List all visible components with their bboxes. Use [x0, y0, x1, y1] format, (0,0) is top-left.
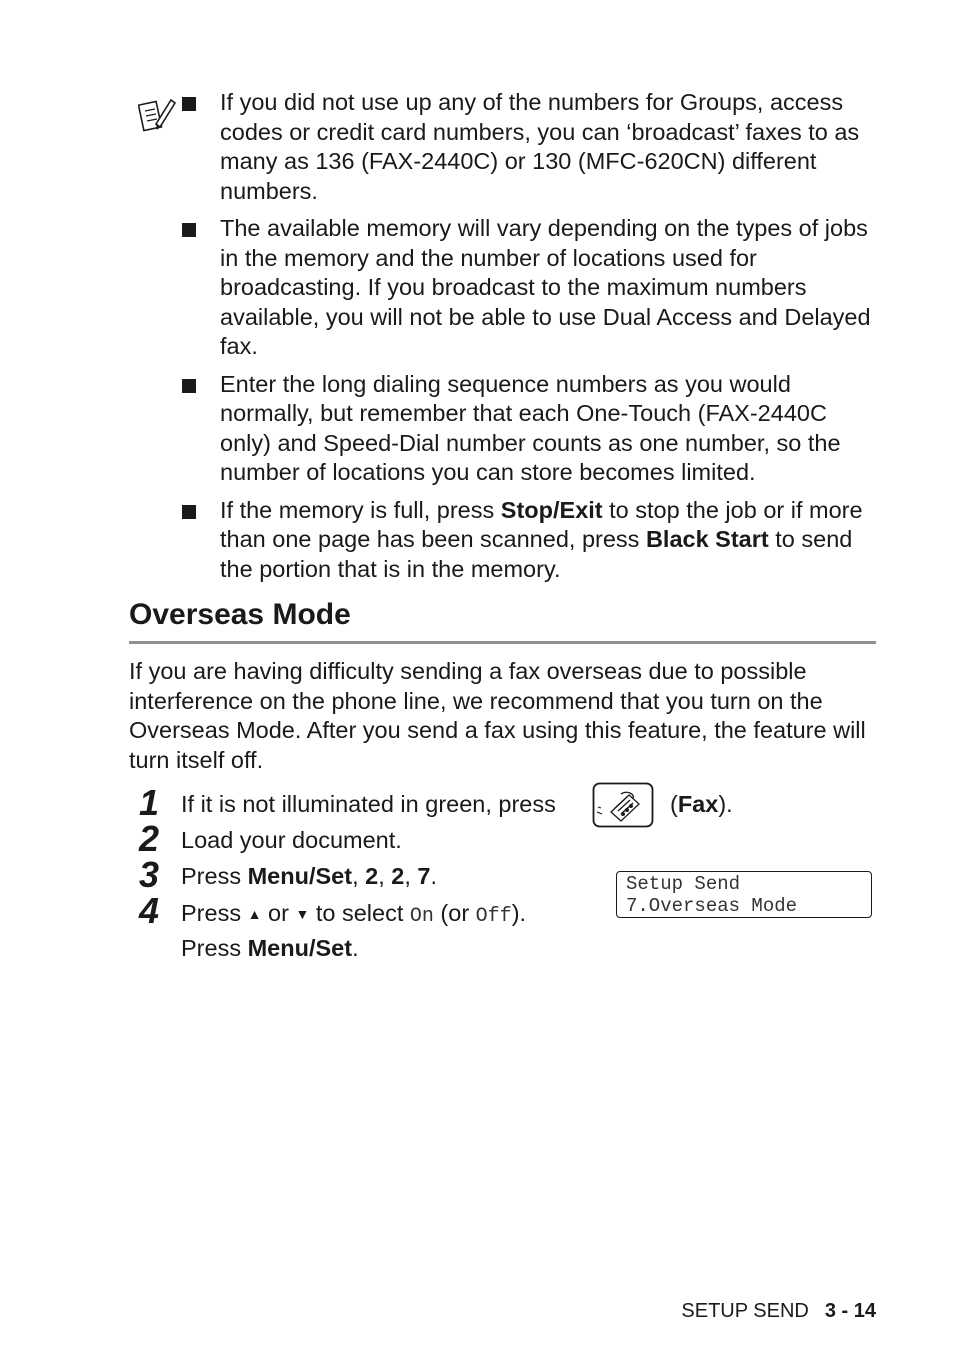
footer-section: SETUP SEND — [681, 1300, 809, 1322]
option-on: On — [409, 905, 434, 928]
step-number: 1 — [139, 782, 160, 823]
up-arrow-icon: ▲ — [247, 906, 262, 922]
step-text: Press ▲ or ▼ to select On (or Off). — [181, 900, 527, 928]
note-text: If the memory is full, press Stop/Exit to stop the job or if more than one page has been scanned, press Black Start to send the portion that is in the memory. — [220, 496, 863, 582]
note-text: If you did not use up any of the numbers for Groups, access codes or credit card numbers, you can ‘broadcast’ faxes to as many as 136 (FAX-2440C) or 130 (MFC-620CN) different numbers. — [220, 89, 860, 204]
step-number: 2 — [139, 818, 160, 859]
step-text: If it is not illuminated in green, press — [181, 791, 556, 817]
note-item — [182, 88, 882, 206]
step-number: 3 — [139, 854, 160, 895]
square-bullet-icon — [182, 505, 196, 519]
note-text: Enter the long dialing sequence numbers as you would normally, but remember that each One-Touch (FAX-2440C only) and Speed-Dial number counts as one number, so the number of locations you can store becomes limited. — [220, 370, 841, 485]
step-text: Load your document. — [181, 827, 402, 853]
note-text: The available memory will vary depending on the types of jobs in the memory and the number of locations used for broadcasting. If you broadcast to the maximum numbers available, you will not be able to use Dual Access and Delayed fax. — [220, 215, 871, 359]
fax-key-icon — [592, 782, 654, 828]
down-arrow-icon: ▼ — [295, 906, 310, 922]
pencil-note-icon — [138, 94, 178, 134]
fax-key-label: (Fax). — [670, 791, 733, 817]
note-item — [182, 214, 882, 362]
section-title: Overseas Mode — [129, 598, 351, 631]
step-text: Press Menu/Set. — [181, 935, 359, 961]
step-text: Press Menu/Set, 2, 2, 7. — [181, 863, 438, 889]
lcd-line-2: 7.Overseas Mode — [626, 895, 798, 917]
page-footer — [681, 1300, 876, 1323]
note-item — [182, 496, 882, 585]
square-bullet-icon — [182, 97, 196, 111]
stop-exit-key: Stop/Exit — [500, 496, 603, 523]
step-number: 4 — [139, 890, 160, 931]
black-start-key: Black Start — [645, 526, 769, 552]
section-intro: If you are having difficulty sending a fax overseas due to possible interference on the phone line, we recommend that you turn on the Overseas Mode. After you send a fax using this feature, the feature will turn itself off. — [129, 658, 866, 773]
option-off: Off — [475, 905, 512, 928]
lcd-line-1: Setup Send — [626, 873, 741, 895]
square-bullet-icon — [182, 223, 196, 237]
square-bullet-icon — [182, 379, 196, 393]
note-list — [182, 88, 882, 592]
note-item — [182, 370, 882, 488]
lcd-display — [616, 871, 872, 918]
heading-rule — [129, 641, 876, 644]
page-number: 3 - 14 — [824, 1300, 876, 1322]
